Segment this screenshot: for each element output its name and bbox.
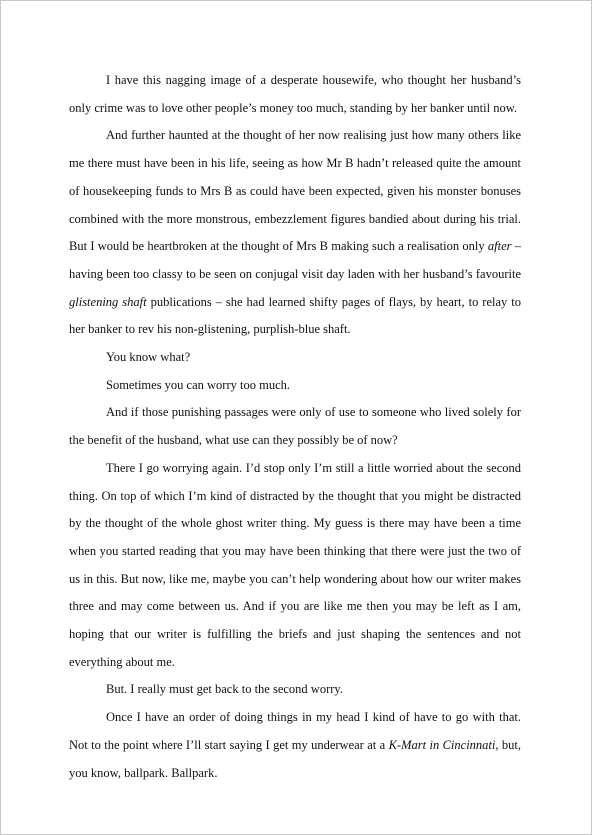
paragraph-1 xyxy=(69,67,521,122)
paragraph-4 xyxy=(69,372,521,400)
text-run: Once I have an order of doing things in my head I kind of have to go with that. Not to the point where I’ll start saying I get my underwear at a xyxy=(69,710,521,752)
paragraph-8 xyxy=(69,704,521,787)
text-run: And further haunted at the thought of her now realising just how many others like me there must have been in his life, seeing as how Mr B hadn’t released quite the amount of housekeeping funds to Mrs B as could have been expected, given his monster bonuses combined with the more monstrous, embezzlement figures bandied about during his trial. But I would be heartbroken at the thought of Mrs B making such a realisation only xyxy=(69,128,521,254)
text-run: There I go worrying again. I’d stop only I’m still a little worried about the second thing. On top of which I’m kind of distracted by the thought that you might be distracted by the thought of the whole ghost writer thing. My guess is there may have been a time when you started reading that you may have been thinking that there were just the two of us in this. But now, like me, maybe you can’t help wondering about how our writer makes three and may come between us. And if you are like me then you may be left as I am, hoping that our writer is fulfilling the briefs and just shaping the sentences and not everything about me. xyxy=(69,460,521,669)
text-run: I have this nagging image of a desperate housewife, who thought her husband’s only crime was to love other people’s money too much, standing by her banker until now. xyxy=(69,73,521,115)
italic-run: glistening shaft xyxy=(69,294,147,309)
paragraph-3 xyxy=(69,344,521,372)
document-body xyxy=(69,67,521,787)
text-run: But. I really must get back to the second worry. xyxy=(106,682,343,697)
text-run: , but, you know, ballpark. Ballpark. xyxy=(69,737,521,780)
text-run: publications – she had learned shifty pages of flays, by heart, to relay to her banker to rev his non-glistening, purplish-blue shaft. xyxy=(69,294,521,337)
text-run: And if those punishing passages were only of use to someone who lived solely for the benefit of the husband, what use can they possibly be of now? xyxy=(69,405,521,448)
italic-run: after xyxy=(487,239,512,254)
text-run: Sometimes you can worry too much. xyxy=(106,377,290,392)
paragraph-6 xyxy=(69,455,521,677)
text-run: – having been too classy to be seen on conjugal visit day laden with her husband’s favourite xyxy=(69,239,522,281)
paragraph-2 xyxy=(69,122,521,344)
paragraph-5 xyxy=(69,399,521,454)
text-run: You know what? xyxy=(106,350,191,365)
italic-run: K-Mart in Cincinnati xyxy=(388,737,496,752)
paragraph-7 xyxy=(69,676,521,704)
